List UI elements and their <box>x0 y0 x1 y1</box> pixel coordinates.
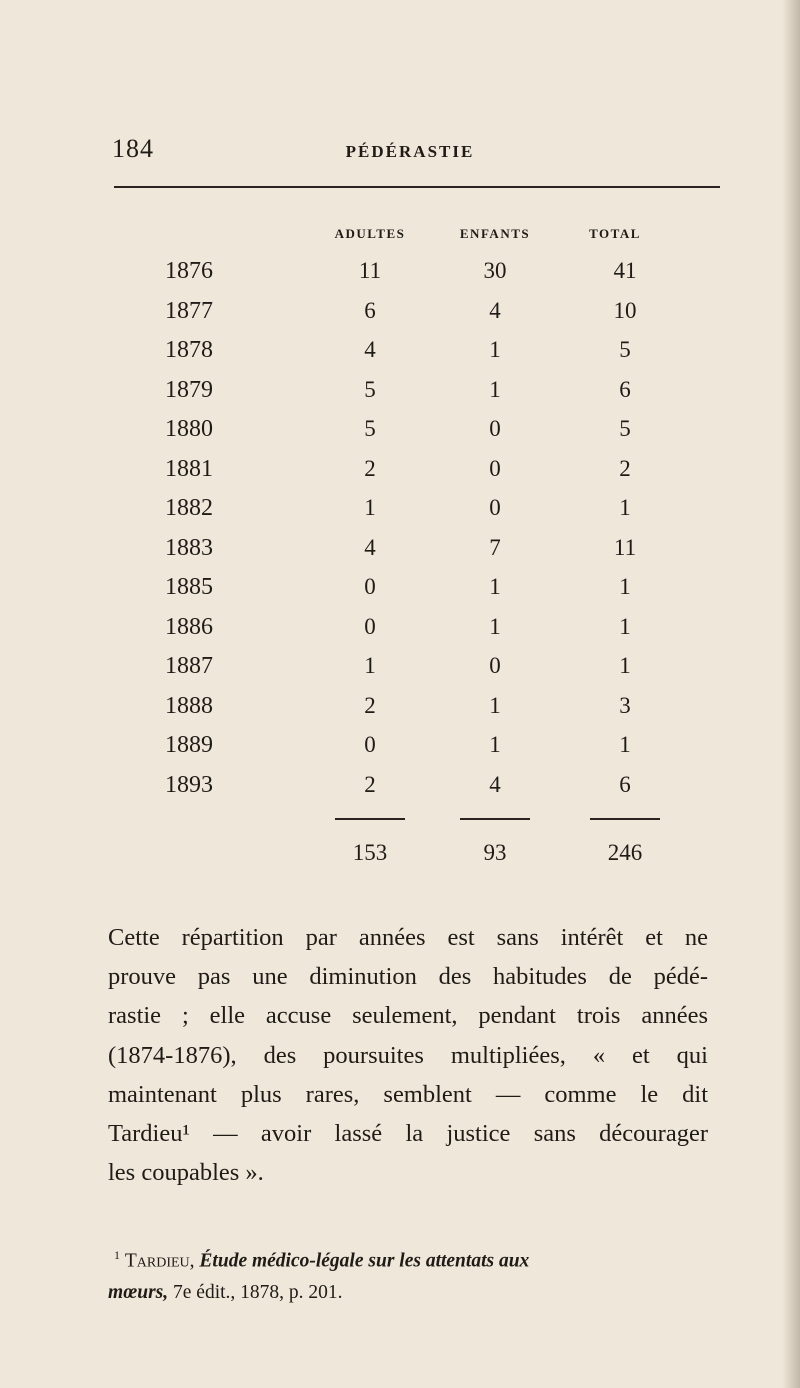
paragraph-line: prouve pas une diminution des habitudes de pédé- <box>108 963 708 991</box>
running-head: PÉDÉRASTIE <box>345 142 475 161</box>
year-cell: 1888 <box>165 692 213 719</box>
adultes-cell: 1 <box>364 495 376 520</box>
adultes-cell: 4 <box>364 534 376 560</box>
year-cell: 1887 <box>165 653 213 679</box>
table-row <box>0 337 800 373</box>
year-cell: 1878 <box>165 337 213 363</box>
year-cell: 1885 <box>165 574 213 600</box>
table-row <box>0 416 800 452</box>
adultes-cell: 2 <box>364 692 376 718</box>
year-cell: 1882 <box>165 495 213 521</box>
paragraph-line: les coupables ». <box>108 1159 264 1187</box>
footnote-marker: 1 <box>114 1248 120 1262</box>
enfants-cell: 0 <box>489 455 501 481</box>
paragraph-line: Tardieu¹ — avoir lassé la justice sans décourager <box>108 1120 708 1148</box>
year-cell: 1876 <box>165 258 213 284</box>
total-cell: 11 <box>613 534 637 560</box>
enfants-cell: 1 <box>489 692 501 718</box>
table-row <box>0 258 800 294</box>
footnote-line-1 <box>108 1240 708 1277</box>
adultes-cell: 0 <box>364 732 376 757</box>
adultes-cell: 5 <box>364 376 376 402</box>
sum-rule-total <box>590 818 660 820</box>
paragraph-line: Cette répartition par années est sans intérêt et ne <box>108 924 708 951</box>
total-cell: 6 <box>619 771 631 797</box>
enfants-cell: 4 <box>489 771 501 797</box>
year-cell: 1877 <box>165 297 213 324</box>
year-cell: 1883 <box>165 534 213 561</box>
enfants-cell: 1 <box>489 337 501 362</box>
sum-rule-adultes <box>335 818 405 820</box>
enfants-cell: 0 <box>489 495 501 520</box>
total-cell: 1 <box>619 495 631 520</box>
footnote-line-2 <box>108 1282 343 1303</box>
total-cell: 3 <box>619 692 631 718</box>
total-cell: 1 <box>619 653 631 678</box>
year-cell: 1881 <box>165 455 213 482</box>
adultes-cell: 4 <box>364 337 376 362</box>
year-cell: 1886 <box>165 613 213 640</box>
enfants-cell: 1 <box>489 732 501 757</box>
total-cell: 2 <box>619 455 631 481</box>
year-cell: 1889 <box>165 732 213 758</box>
table-row <box>0 614 800 650</box>
footnote-edition: 7e édit., 1878, p. 201. <box>173 1281 343 1303</box>
table-row <box>0 574 800 610</box>
footnote <box>108 1240 708 1308</box>
total-cell: 6 <box>619 376 631 402</box>
total-cell: 1 <box>619 613 631 639</box>
adultes-cell: 2 <box>364 771 376 797</box>
table-row <box>0 732 800 768</box>
footnote-author: Tardieu, <box>124 1250 195 1272</box>
adultes-cell: 5 <box>364 416 376 441</box>
adultes-cell: 1 <box>364 653 376 678</box>
table-row <box>0 653 800 689</box>
table-row <box>0 535 800 571</box>
total-cell: 10 <box>613 297 637 323</box>
paragraph-line: rastie ; elle accuse seulement, pendant trois années <box>108 1002 708 1030</box>
table-row <box>0 456 800 492</box>
table-row <box>0 693 800 729</box>
enfants-cell: 0 <box>489 653 501 678</box>
enfants-cell: 30 <box>483 258 507 283</box>
paragraph-line: maintenant plus rares, semblent — comme le dit <box>108 1080 708 1108</box>
total-cell: 1 <box>619 574 631 599</box>
year-cell: 1880 <box>165 416 213 442</box>
adultes-cell: 0 <box>364 574 376 599</box>
adultes-cell: 0 <box>364 613 376 639</box>
table-row <box>0 772 800 808</box>
adultes-cell: 6 <box>364 297 376 323</box>
table-row <box>0 495 800 531</box>
footnote-title-continued: mœurs, <box>108 1281 169 1303</box>
total-adultes: 153 <box>352 840 388 865</box>
year-cell: 1893 <box>165 771 213 798</box>
adultes-cell: 11 <box>358 258 382 283</box>
enfants-cell: 0 <box>489 416 501 441</box>
table-row <box>0 377 800 413</box>
enfants-cell: 1 <box>489 574 501 599</box>
enfants-cell: 7 <box>489 534 501 560</box>
enfants-cell: 1 <box>489 376 501 402</box>
enfants-cell: 4 <box>489 297 501 323</box>
column-header-total: TOTAL <box>589 226 641 241</box>
table-row <box>0 298 800 334</box>
page-number: 184 <box>112 134 154 163</box>
adultes-cell: 2 <box>364 455 376 481</box>
column-header-enfants: ENFANTS <box>459 226 531 241</box>
enfants-cell: 1 <box>489 613 501 639</box>
total-cell: 5 <box>619 416 631 441</box>
totals-row <box>0 840 800 876</box>
body-paragraph <box>108 918 708 1192</box>
total-cell: 1 <box>619 732 631 757</box>
paragraph-line: (1874-1876), des poursuites multipliées, « et qui <box>108 1041 708 1069</box>
total-total: 246 <box>607 840 643 865</box>
sum-rule-enfants <box>460 818 530 820</box>
header-rule <box>114 186 720 188</box>
total-cell: 5 <box>619 337 631 362</box>
footnote-title: Étude médico-légale sur les attentats aux <box>199 1250 530 1272</box>
year-cell: 1879 <box>165 376 213 403</box>
column-header-adultes: ADULTES <box>334 226 406 241</box>
total-enfants: 93 <box>483 840 507 865</box>
total-cell: 41 <box>613 258 637 283</box>
